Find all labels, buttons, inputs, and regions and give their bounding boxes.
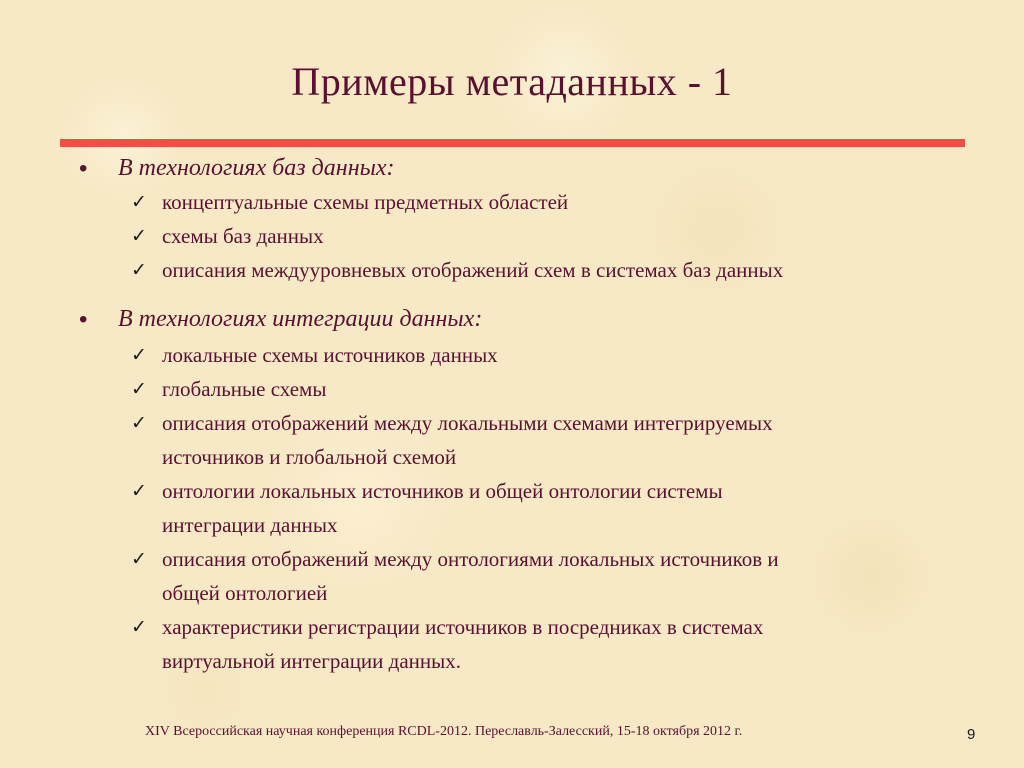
list-item [0, 610, 942, 678]
checkmark-icon: ✓ [131, 344, 147, 366]
sub-list [0, 338, 1024, 678]
checkmark-icon: ✓ [131, 259, 147, 281]
list-item [0, 406, 942, 474]
list-item-text-continued: источников и глобальной схемой [162, 445, 457, 469]
list-item-text: описания междууровневых отображений схем в системах баз данных [162, 258, 784, 282]
checkmark-icon: ✓ [131, 378, 147, 400]
section-heading: В технологиях баз данных: [118, 155, 395, 181]
checkmark-icon: ✓ [131, 191, 147, 213]
checkmark-icon: ✓ [131, 412, 147, 434]
page-number: 9 [967, 726, 976, 743]
list-item [0, 338, 942, 372]
list-item-text: схемы баз данных [162, 224, 324, 248]
checkmark-icon: ✓ [131, 480, 147, 502]
bullet-row [0, 155, 1024, 189]
list-item-text: глобальные схемы [162, 377, 327, 401]
list-item-text-continued: интеграции данных [162, 513, 338, 537]
footer-text: XIV Всероссийская научная конференция RCDL-2012. Переславль-Залесский, 15-18 октября 2012 г. [145, 724, 743, 739]
section-heading: В технологиях интеграции данных: [118, 306, 483, 332]
sub-list [0, 185, 1024, 287]
bullet-icon: • [79, 155, 88, 182]
list-item-text: онтологии локальных источников и общей онтологии системы [162, 479, 723, 503]
slide-title: Примеры метаданных - 1 [291, 59, 733, 104]
bullet-row [0, 306, 1024, 340]
list-item-text: концептуальные схемы предметных областей [162, 190, 569, 214]
list-item-text-continued: виртуальной интеграции данных. [162, 649, 462, 673]
list-item-text: характеристики регистрации источников в посредниках в системах [162, 615, 764, 639]
list-item [0, 474, 942, 542]
list-item [0, 542, 942, 610]
checkmark-icon: ✓ [131, 616, 147, 638]
list-item [0, 185, 942, 219]
list-item [0, 253, 942, 287]
title-divider [60, 139, 965, 147]
list-item [0, 219, 942, 253]
list-item-text: описания отображений между онтологиями локальных источников и [162, 547, 779, 571]
list-item-text: описания отображений между локальными схемами интегрируемых [162, 411, 773, 435]
list-item [0, 372, 942, 406]
checkmark-icon: ✓ [131, 548, 147, 570]
list-item-text: локальные схемы источников данных [162, 343, 498, 367]
list-item-text-continued: общей онтологией [162, 581, 328, 605]
checkmark-icon: ✓ [131, 225, 147, 247]
bullet-icon: • [79, 306, 88, 333]
